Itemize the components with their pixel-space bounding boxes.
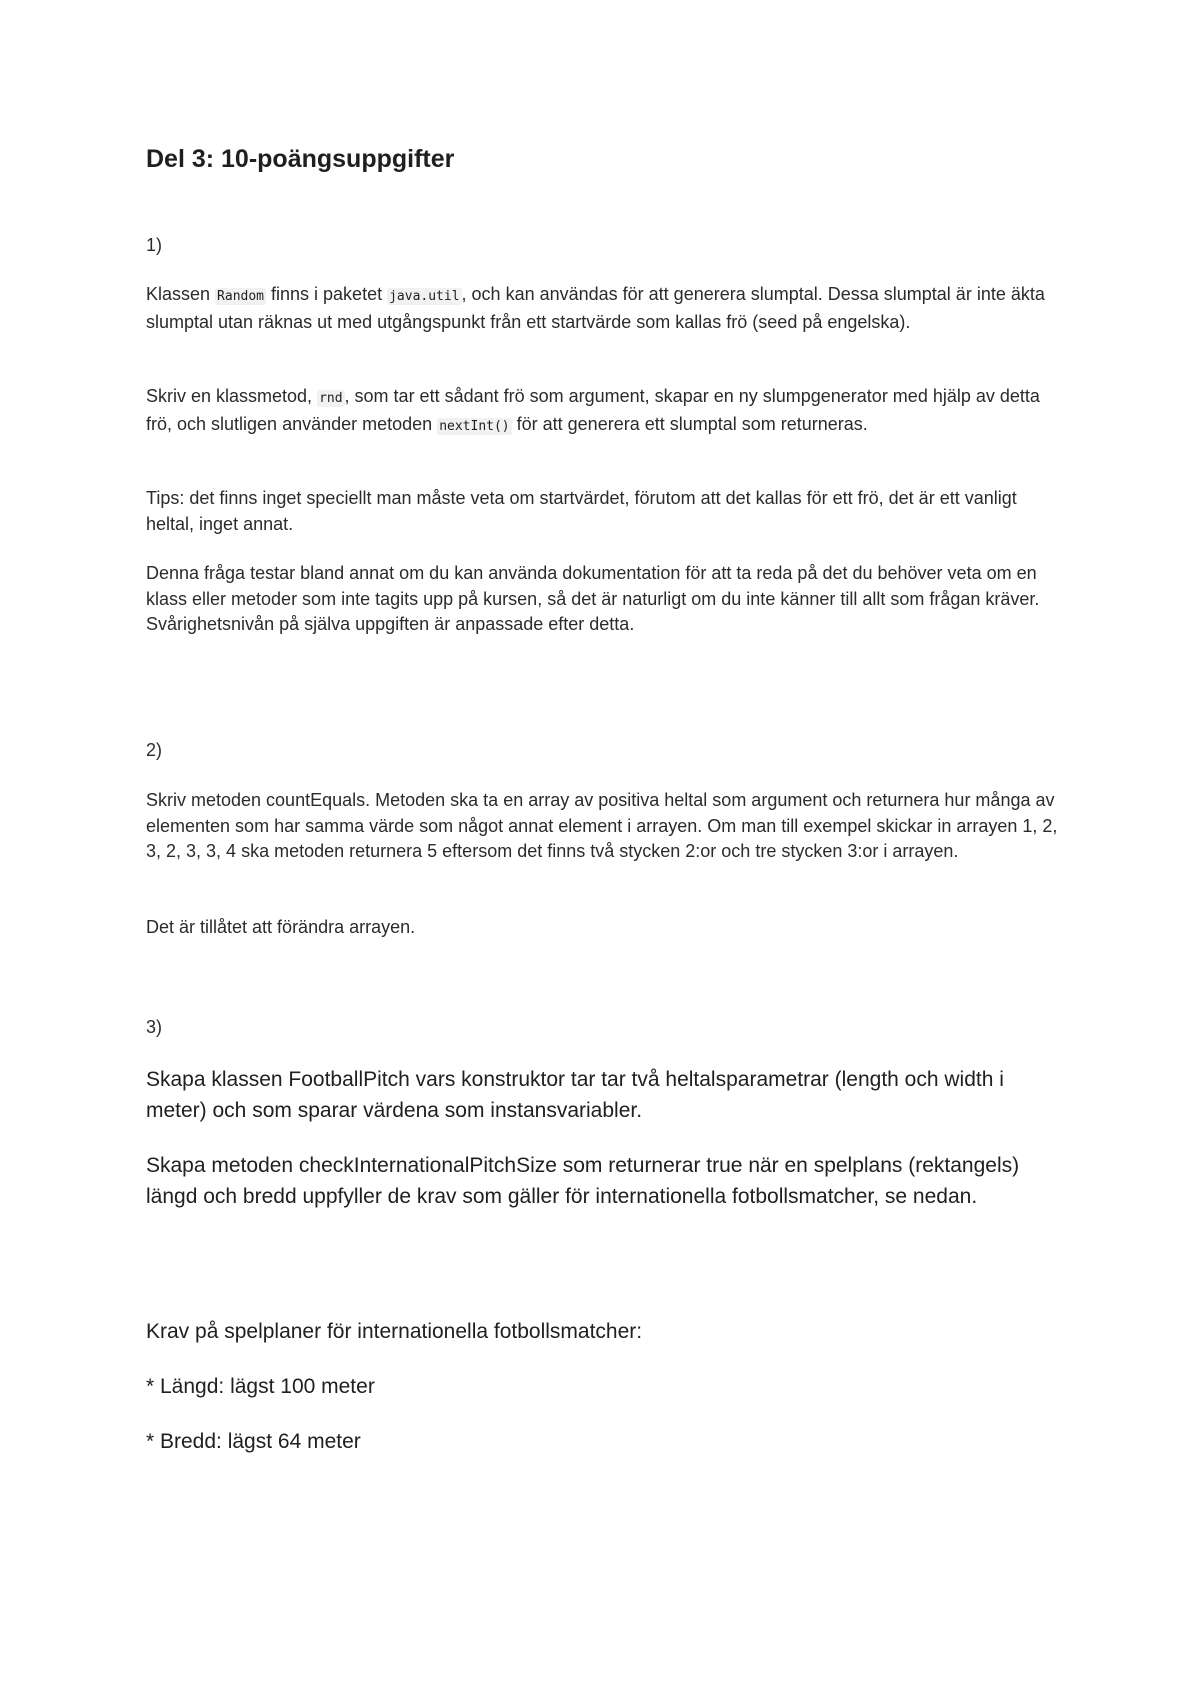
question-3-paragraph-1: Skapa klassen FootballPitch vars konstruktor tar tar två heltalsparametrar (length och width i meter) och som sparar värdena som instansvariabler. bbox=[146, 1068, 1004, 1122]
question-1-paragraph-4: Denna fråga testar bland annat om du kan använda dokumentation för att ta reda på det du behöver veta om en klass eller metoder som inte tagits upp på kursen, så det är naturligt om du inte känner till allt som frågan kräver. Svårighetsnivån på själva uppgiften är anpassade efter detta. bbox=[146, 563, 1040, 634]
requirements-title: Krav på spelplaner för internationella fotbollsmatcher: bbox=[146, 1320, 643, 1343]
text-span: Skriv en klassmetod, bbox=[146, 386, 318, 406]
question-1-tips: Tips: det finns inget speciellt man måste veta om startvärdet, förutom att det kallas för ett frö, det är ett vanligt heltal, inget annat. bbox=[146, 488, 1017, 534]
text-span: för att generera ett slumptal som returneras. bbox=[511, 413, 868, 434]
requirement-width: * Bredd: lägst 64 meter bbox=[146, 1430, 361, 1453]
text-span: , och kan användas för att generera slumptal. Dessa slumptal är inte äkta slumptal utan räknas ut med utgångspunkt från ett startvärde som kallas frö (seed på engelska). bbox=[146, 284, 1045, 332]
question-1-paragraph-2 bbox=[146, 384, 1066, 439]
text-span: Klassen bbox=[146, 284, 216, 304]
code-java-util: java.util bbox=[389, 289, 460, 304]
question-3-number: 3) bbox=[146, 1017, 163, 1037]
question-2-paragraph-1: Skriv metoden countEquals. Metoden ska ta en array av positiva heltal som argument och returnera hur många av elementen som har samma värde som något annat element i arrayen. Om man till exempel skickar in arrayen 1, 2, 3, 2, 3, 3, 4 ska metoden returnera 5 eftersom det finns två stycken 2:or och tre stycken 3:or i arrayen. bbox=[146, 790, 1058, 861]
requirement-length: * Längd: lägst 100 meter bbox=[146, 1375, 375, 1398]
question-2-number: 2) bbox=[146, 740, 163, 760]
code-random: Random bbox=[217, 289, 265, 304]
question-1-number: 1) bbox=[146, 235, 163, 255]
section-title: Del 3: 10-poängsuppgifter bbox=[146, 145, 455, 173]
text-span: , som tar ett sådant frö som argument, skapar en ny slumpgenerator med hjälp av detta frö, och slutligen använder metoden bbox=[146, 386, 1040, 434]
text-span: finns i paketet bbox=[266, 284, 388, 304]
question-3-paragraph-2: Skapa metoden checkInternationalPitchSize som returnerar true när en spelplans (rektangels) längd och bredd uppfyller de krav som gäller för internationella fotbollsmatcher, se nedan. bbox=[146, 1154, 1020, 1208]
code-rnd: rnd bbox=[319, 391, 343, 406]
code-nextint: nextInt() bbox=[439, 418, 510, 434]
question-2-paragraph-2: Det är tillåtet att förändra arrayen. bbox=[146, 917, 416, 937]
question-1-paragraph-1 bbox=[146, 282, 1066, 335]
